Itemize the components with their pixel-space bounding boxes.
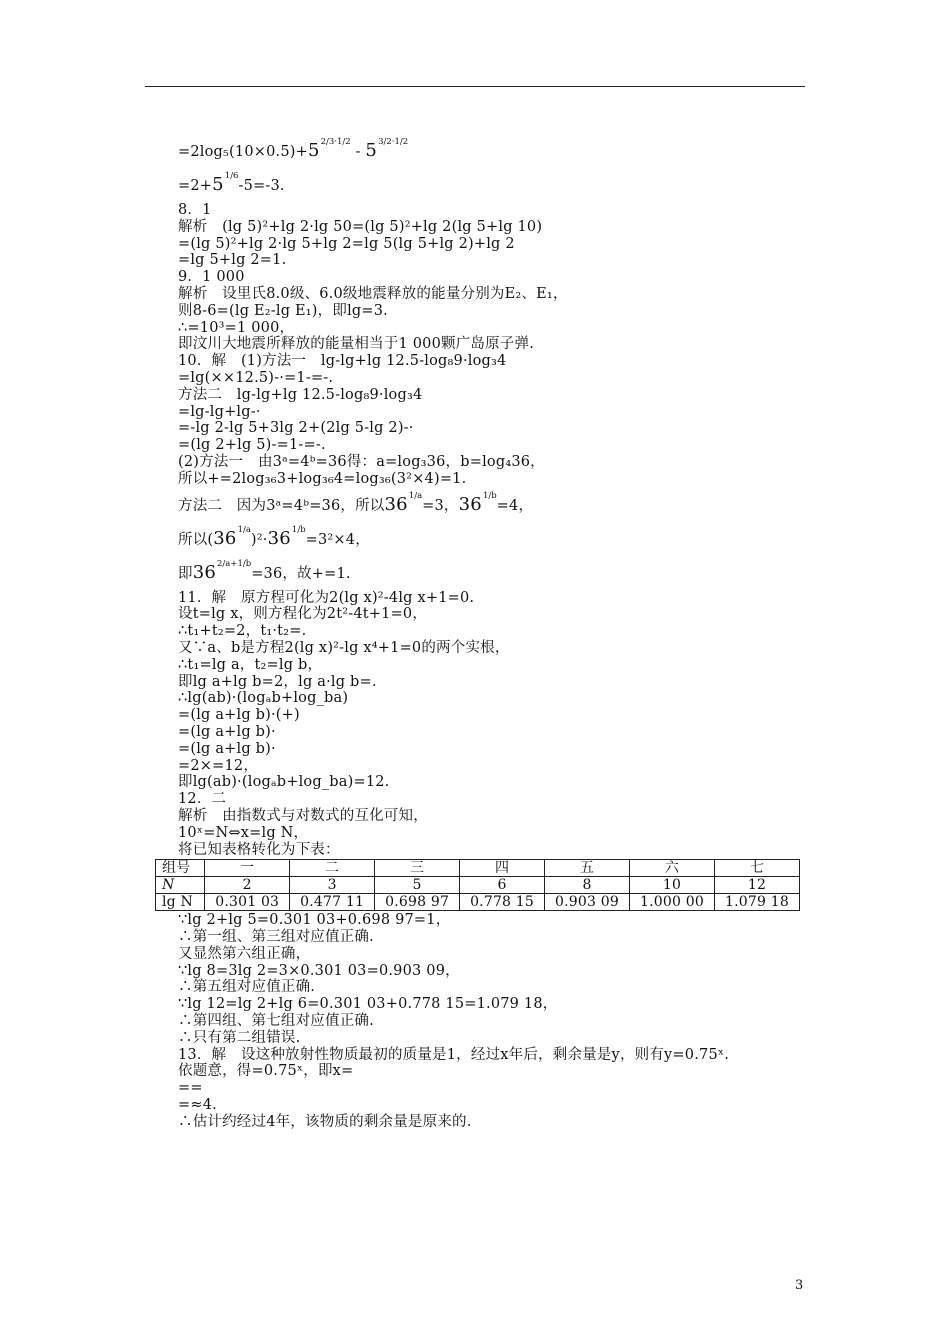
text-line: ∴第五组对应值正确. [178, 979, 316, 996]
math-base: 5 [307, 140, 320, 161]
table-cell: 二 [290, 860, 375, 877]
math-exponent: 3/2·1/2 [378, 137, 409, 147]
table-cell: 1.000 00 [629, 894, 714, 911]
table-cell: 0.698 97 [375, 894, 460, 911]
text-span: 所以( [178, 531, 214, 548]
answer-line: 8．1 [178, 202, 212, 218]
text-line: ∵lg 2+lg 5=0.301 03+0.698 97=1， [178, 912, 451, 929]
text-line: =(lg 2+lg 5)-=1-=-. [178, 437, 326, 454]
table-cell: 三 [375, 860, 460, 877]
page-number: 3 [795, 1278, 804, 1293]
text-line: ∴第一组、第三组对应值正确. [178, 929, 374, 946]
math-operator: - [350, 144, 366, 160]
text-span: =2+ [178, 178, 213, 194]
table-cell: 12 [714, 877, 799, 894]
text-span: =3， [422, 497, 459, 514]
equation-line [178, 488, 808, 522]
math-base: 5 [212, 174, 224, 195]
text-line: =lg 5+lg 2=1. [178, 252, 287, 269]
table-row [156, 877, 800, 894]
text-line: == [178, 1080, 203, 1097]
text-line: 即lg a+lg b=2，lg a·lg b=. [178, 673, 377, 690]
text-line: =(lg a+lg b)· [178, 740, 276, 757]
text-line: ∴只有第二组错误. [178, 1029, 301, 1046]
header-rule [145, 86, 805, 87]
text-line: (2)方法一 由3ᵃ=4ᵇ=36得：a=log₃36，b=log₄36， [178, 453, 545, 470]
text-line: =lg-lg+lg-· [178, 403, 261, 420]
table-cell: N [156, 877, 205, 894]
math-base: 36 [458, 493, 482, 515]
table-cell: 10 [629, 877, 714, 894]
text-line: 设t=lg x，则方程化为2t²-4t+1=0， [178, 606, 428, 623]
equation-line [178, 168, 808, 202]
table-row [156, 894, 800, 911]
table-cell: 3 [290, 877, 375, 894]
text-span: =2log₅(10×0.5)+ [178, 144, 308, 160]
math-base: 5 [365, 140, 378, 161]
math-exponent: 1/b [291, 524, 306, 535]
text-line: =(lg 5)²+lg 2·lg 5+lg 2=lg 5(lg 5+lg 2)+lg 2 [178, 235, 515, 252]
table-cell: 组号 [156, 860, 205, 877]
text-line: ∴第四组、第七组对应值正确. [178, 1013, 374, 1030]
answer-line: 10．解 (1)方法一 lg-lg+lg 12.5-log₈9·log₃4 [178, 353, 507, 370]
math-exponent: 1/a [237, 524, 251, 535]
text-line: 10ˣ=N⇔x=lg N， [178, 824, 309, 841]
table-cell: 8 [545, 877, 630, 894]
math-exponent: 1/a [408, 490, 423, 501]
text-line: 解析 设里氏8.0级、6.0级地震释放的能量分别为E₂、E₁， [178, 285, 568, 302]
text-line: 即汶川大地震所释放的能量相当于1 000颗广岛原子弹. [178, 336, 535, 353]
answer-line: 12．二 [178, 791, 227, 808]
text-line: =lg(××12.5)-·=1-=-. [178, 369, 334, 386]
document-body [162, 134, 808, 1131]
text-line: =≈4. [178, 1097, 217, 1114]
table-cell: 6 [460, 877, 545, 894]
table-cell: lg N [156, 894, 205, 911]
text-line: 解析 (lg 5)²+lg 2·lg 50=(lg 5)²+lg 2(lg 5+lg 10) [178, 218, 543, 235]
text-line: 则8-6=(lg E₂-lg E₁)，即lg=3. [178, 302, 388, 319]
table-cell: 六 [629, 860, 714, 877]
math-base: 36 [267, 527, 291, 549]
text-line: ∴=10³=1 000， [178, 319, 295, 336]
math-base: 36 [384, 493, 408, 515]
math-exponent: 2/a+1/b [217, 558, 252, 569]
text-line: 又显然第六组正确， [178, 945, 311, 962]
math-base: 36 [192, 561, 217, 583]
text-line: =(lg a+lg b)· [178, 723, 276, 740]
text-line: 又∵a、b是方程2(lg x)²-lg x⁴+1=0的两个实根， [178, 639, 510, 656]
table-cell: 一 [205, 860, 290, 877]
math-base: 36 [213, 527, 237, 549]
text-span: 方法二 因为3ᵃ=4ᵇ=36，所以 [178, 497, 385, 514]
text-span: 即 [178, 565, 193, 582]
table-cell: 四 [460, 860, 545, 877]
table-cell: 0.301 03 [205, 894, 290, 911]
math-exponent: 1/b [482, 490, 497, 501]
table-cell: 1.079 18 [714, 894, 799, 911]
text-span: =36，故+=1. [251, 565, 351, 582]
log-table [155, 859, 800, 911]
text-line: 依题意，得=0.75ˣ，即x= [178, 1063, 354, 1080]
table-cell: 七 [714, 860, 799, 877]
text-line: 11．解 原方程可化为2(lg x)²-4lg x+1=0. [178, 589, 475, 606]
equation-line [178, 556, 808, 590]
math-exponent: 1/6 [224, 171, 239, 181]
table-cell: 2 [205, 877, 290, 894]
table-cell: 五 [545, 860, 630, 877]
text-line: 解析 由指数式与对数式的互化可知， [178, 807, 428, 824]
text-span: =3²×4， [305, 531, 370, 548]
text-line: =(lg a+lg b)·(+) [178, 707, 300, 724]
answer-line: 13．解 设这种放射性物质最初的质量是1，经过x年后，剩余量是y，则有y=0.75ˣ. [178, 1046, 730, 1063]
text-line: ∵lg 8=3lg 2=3×0.301 03=0.903 09， [178, 962, 460, 979]
table-cell: 0.477 11 [290, 894, 375, 911]
answer-line: 9．1 000 [178, 269, 245, 286]
table-cell: 0.903 09 [545, 894, 630, 911]
text-span: )²· [250, 531, 268, 548]
text-line: ∴lg(ab)·(logₐb+log_ba) [178, 690, 349, 707]
text-line: ∵lg 12=lg 2+lg 6=0.301 03+0.778 15=1.079 18， [178, 996, 558, 1013]
text-line: =2×=12， [178, 757, 259, 774]
table-cell: 5 [375, 877, 460, 894]
text-line: =-lg 2-lg 5+3lg 2+(2lg 5-lg 2)-· [178, 420, 414, 437]
text-line: 即lg(ab)·(logₐb+log_ba)=12. [178, 774, 390, 791]
text-line: 将已知表格转化为下表： [178, 841, 340, 858]
text-line: 所以+=2log₃₆3+log₃₆4=log₃₆(3²×4)=1. [178, 470, 467, 487]
text-line: ∴t₁=lg a，t₂=lg b， [178, 656, 323, 673]
text-span: =4， [496, 497, 534, 514]
equation-line [178, 522, 808, 556]
text-span: -5=-3. [238, 178, 285, 194]
text-line: ∴t₁+t₂=2，t₁·t₂=. [178, 623, 307, 640]
table-row [156, 860, 800, 877]
table-cell: 0.778 15 [460, 894, 545, 911]
math-exponent: 2/3·1/2 [320, 137, 351, 147]
equation-line [178, 134, 808, 168]
text-line: 方法二 lg-lg+lg 12.5-log₈9·log₃4 [178, 386, 423, 403]
text-line: ∴估计约经过4年，该物质的剩余量是原来的. [178, 1113, 472, 1130]
